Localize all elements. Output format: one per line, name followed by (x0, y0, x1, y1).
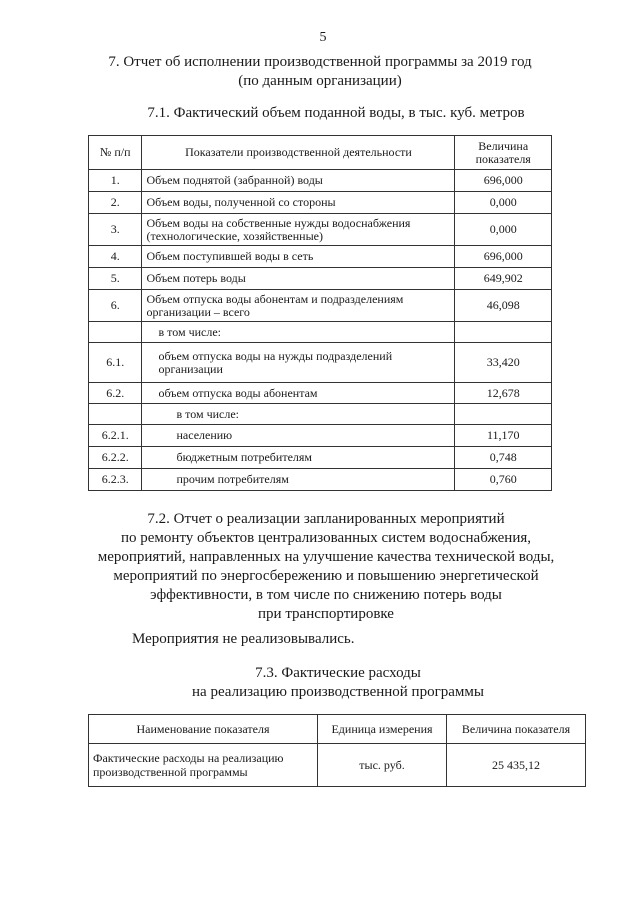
row-value: 33,420 (455, 343, 552, 383)
row-text: прочим потребителям (142, 469, 455, 491)
table-row (89, 343, 552, 383)
row-num: 5. (89, 268, 142, 290)
row-value: 0,760 (455, 469, 552, 491)
row-value: 12,678 (455, 383, 552, 404)
table-row (89, 192, 552, 214)
row-value: 11,170 (455, 425, 552, 447)
row-value (455, 404, 552, 425)
table-row (89, 469, 552, 491)
row-text: объем отпуска воды на нужды подразделений организации (142, 343, 455, 383)
row-text: Объем воды, полученной со стороны (142, 192, 455, 214)
row-value: 696,000 (455, 246, 552, 268)
water-volume-table (88, 135, 552, 491)
table-row (89, 170, 552, 192)
row-text: в том числе: (142, 404, 455, 425)
table-row (89, 744, 586, 787)
section-7-title: 7. Отчет об исполнении производственной программы за 2019 год (108, 54, 532, 70)
row-value: 46,098 (455, 290, 552, 322)
row-value: 0,000 (455, 214, 552, 246)
row-text: Объем поступившей воды в сеть (142, 246, 455, 268)
row-text: в том числе: (142, 322, 455, 343)
row-value: 0,000 (455, 192, 552, 214)
section-7-3-title: 7.3. Фактические расходы (255, 665, 421, 681)
row-num (89, 404, 142, 425)
row-name: Фактические расходы на реализацию производственной программы (89, 744, 318, 787)
row-num: 3. (89, 214, 142, 246)
section-7-subtitle: (по данным организации) (238, 73, 402, 89)
table-row (89, 246, 552, 268)
row-value: 25 435,12 (447, 744, 586, 787)
table-row (89, 322, 552, 343)
section-7-2-line: 7.2. Отчет о реализации запланированных мероприятий (147, 511, 505, 527)
section-7-1-title: 7.1. Фактический объем поданной воды, в тыс. куб. метров (147, 105, 525, 121)
header-value: Величина показателя (455, 136, 552, 170)
expenses-table (88, 714, 586, 787)
table-row (89, 425, 552, 447)
section-7-2-line: при транспортировке (258, 606, 394, 622)
header-value: Величина показателя (447, 715, 586, 744)
row-num: 2. (89, 192, 142, 214)
row-text: бюджетным потребителям (142, 447, 455, 469)
row-num: 1. (89, 170, 142, 192)
row-text: Объем потерь воды (142, 268, 455, 290)
header-name: Наименование показателя (89, 715, 318, 744)
row-value: 696,000 (455, 170, 552, 192)
table-row (89, 447, 552, 469)
header-unit: Единица измерения (318, 715, 447, 744)
row-text: объем отпуска воды абонентам (142, 383, 455, 404)
section-7-3-subtitle: на реализацию производственной программы (192, 684, 484, 700)
table-header-row (89, 136, 552, 170)
row-text: Объем отпуска воды абонентам и подразделениям организации – всего (142, 290, 455, 322)
header-indicator: Показатели производственной деятельности (142, 136, 455, 170)
header-num: № п/п (89, 136, 142, 170)
row-text: населению (142, 425, 455, 447)
section-7-2-line: эффективности, в том числе по снижению потерь воды (150, 587, 502, 603)
table-header-row (89, 715, 586, 744)
row-num: 6.1. (89, 343, 142, 383)
table-row (89, 404, 552, 425)
row-num: 6.2. (89, 383, 142, 404)
section-7-2-line: по ремонту объектов централизованных систем водоснабжения, (120, 530, 531, 546)
row-num: 6. (89, 290, 142, 322)
row-num: 4. (89, 246, 142, 268)
row-text: Объем поднятой (забранной) воды (142, 170, 455, 192)
row-num: 6.2.3. (89, 469, 142, 491)
row-num: 6.2.1. (89, 425, 142, 447)
section-7-2-line: мероприятий, направленных на улучшение качества технической воды, (97, 549, 555, 565)
row-value: 649,902 (455, 268, 552, 290)
row-num (89, 322, 142, 343)
row-unit: тыс. руб. (318, 744, 447, 787)
table-row (89, 214, 552, 246)
table-row (89, 290, 552, 322)
table-row (89, 268, 552, 290)
row-value (455, 322, 552, 343)
row-text: Объем воды на собственные нужды водоснабжения (технологические, хозяйственные) (142, 214, 455, 246)
table-row (89, 383, 552, 404)
row-num: 6.2.2. (89, 447, 142, 469)
row-value: 0,748 (455, 447, 552, 469)
section-7-2-line: мероприятий по энергосбережению и повышению энергетической (113, 568, 539, 584)
page-number: 5 (319, 30, 327, 45)
measures-note: Мероприятия не реализовывались. (132, 631, 355, 647)
